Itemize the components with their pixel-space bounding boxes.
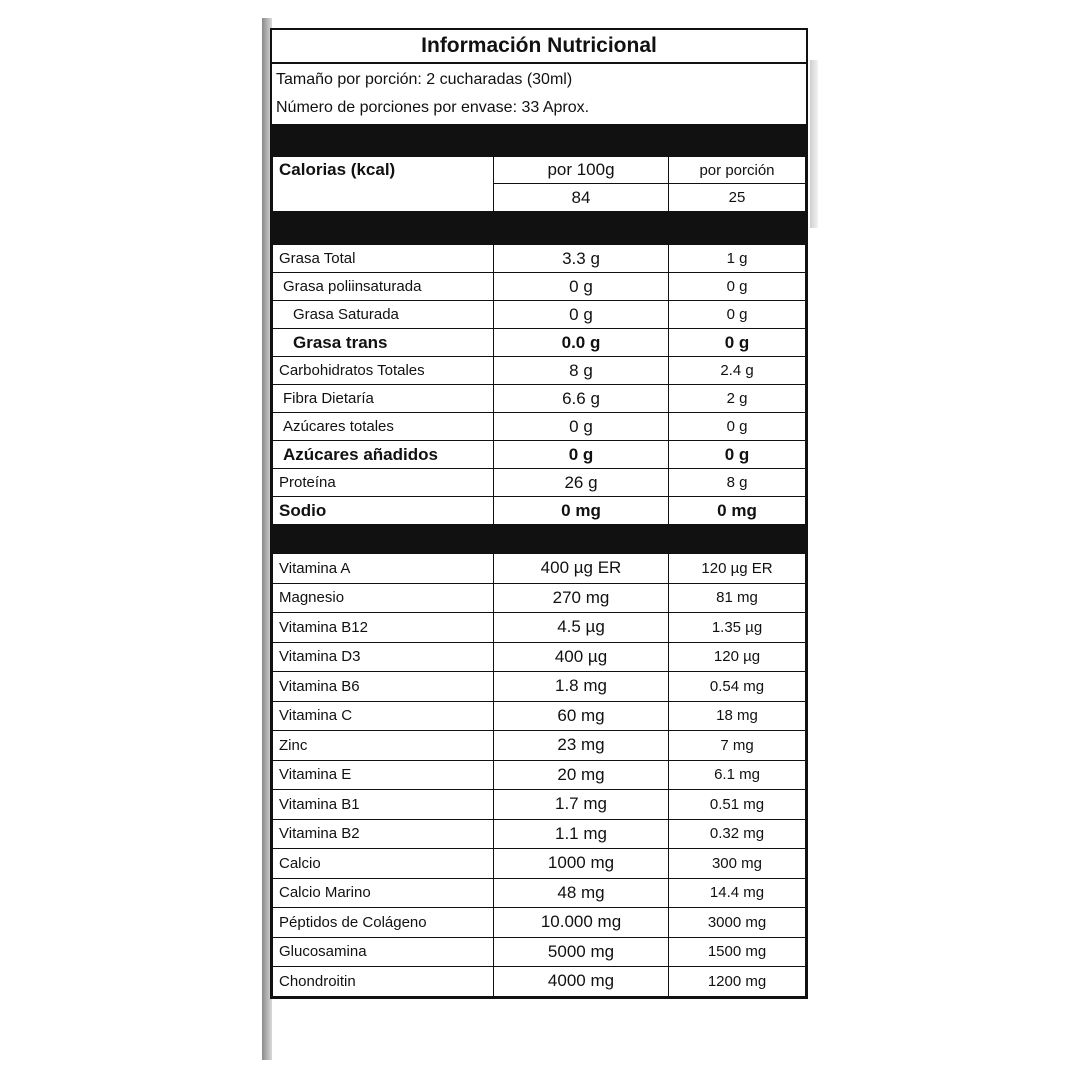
nutrient-name: Calcio Marino (273, 878, 494, 908)
calories-value-portion: 25 (669, 184, 806, 212)
table-row (273, 469, 806, 497)
nutrient-name: Chondroitin (273, 967, 494, 997)
nutrient-name: Grasa Total (273, 245, 494, 273)
table-row (273, 908, 806, 938)
table-row (273, 613, 806, 643)
value-per-100g: 0 g (494, 413, 669, 441)
table-row (273, 849, 806, 879)
table-row (273, 760, 806, 790)
nutrient-name: Vitamina C (273, 701, 494, 731)
table-row (273, 413, 806, 441)
value-per-100g: 8 g (494, 357, 669, 385)
vitamins-table (272, 553, 806, 997)
table-row (273, 701, 806, 731)
value-per-100g: 400 µg ER (494, 554, 669, 584)
table-row (273, 441, 806, 469)
value-per-100g: 4000 mg (494, 967, 669, 997)
value-per-portion: 18 mg (669, 701, 806, 731)
value-per-portion: 8 g (669, 469, 806, 497)
value-per-100g: 48 mg (494, 878, 669, 908)
table-row (273, 937, 806, 967)
table-row (273, 819, 806, 849)
value-per-100g: 0 g (494, 441, 669, 469)
nutrient-name: Péptidos de Colágeno (273, 908, 494, 938)
label-title: Información Nutricional (272, 30, 806, 64)
value-per-100g: 6.6 g (494, 385, 669, 413)
table-row (273, 642, 806, 672)
table-row (273, 583, 806, 613)
nutrient-name: Vitamina B2 (273, 819, 494, 849)
value-per-100g: 1.8 mg (494, 672, 669, 702)
value-per-100g: 1000 mg (494, 849, 669, 879)
value-per-portion: 2.4 g (669, 357, 806, 385)
nutrient-name: Vitamina B1 (273, 790, 494, 820)
value-per-portion: 7 mg (669, 731, 806, 761)
calories-label: Calorias (kcal) (273, 157, 494, 184)
calories-header-row (273, 157, 806, 184)
value-per-portion: 1500 mg (669, 937, 806, 967)
table-row (273, 672, 806, 702)
value-per-portion: 0 g (669, 329, 806, 357)
value-per-100g: 23 mg (494, 731, 669, 761)
value-per-100g: 0.0 g (494, 329, 669, 357)
table-row (273, 497, 806, 525)
bottle-edge-highlight (810, 60, 818, 228)
value-per-portion: 0.32 mg (669, 819, 806, 849)
table-row (273, 878, 806, 908)
value-per-portion: 0 g (669, 413, 806, 441)
value-per-portion: 2 g (669, 385, 806, 413)
table-row (273, 731, 806, 761)
nutrient-name: Vitamina A (273, 554, 494, 584)
value-per-portion: 1.35 µg (669, 613, 806, 643)
value-per-100g: 1.7 mg (494, 790, 669, 820)
divider-bar (272, 525, 806, 553)
nutrient-name: Carbohidratos Totales (273, 357, 494, 385)
col-header-portion: por porción (669, 157, 806, 184)
value-per-portion: 300 mg (669, 849, 806, 879)
value-per-portion: 3000 mg (669, 908, 806, 938)
divider-bar (272, 212, 806, 244)
value-per-100g: 20 mg (494, 760, 669, 790)
value-per-100g: 5000 mg (494, 937, 669, 967)
value-per-100g: 1.1 mg (494, 819, 669, 849)
table-row (273, 245, 806, 273)
value-per-portion: 0 g (669, 301, 806, 329)
value-per-100g: 0 g (494, 273, 669, 301)
nutrient-name: Vitamina B12 (273, 613, 494, 643)
table-row (273, 301, 806, 329)
nutrient-name: Grasa Saturada (273, 301, 494, 329)
nutrient-name: Sodio (273, 497, 494, 525)
value-per-portion: 0 g (669, 441, 806, 469)
nutrient-name: Magnesio (273, 583, 494, 613)
servings-per-container: Número de porciones por envase: 33 Aprox. (276, 99, 590, 116)
value-per-portion: 6.1 mg (669, 760, 806, 790)
macros-table (272, 244, 806, 525)
value-per-portion: 120 µg ER (669, 554, 806, 584)
nutrient-name: Calcio (273, 849, 494, 879)
value-per-100g: 400 µg (494, 642, 669, 672)
value-per-100g: 270 mg (494, 583, 669, 613)
nutrient-name: Grasa trans (273, 329, 494, 357)
nutrient-name: Vitamina E (273, 760, 494, 790)
col-header-100g: por 100g (494, 157, 669, 184)
value-per-portion: 0 g (669, 273, 806, 301)
value-per-100g: 3.3 g (494, 245, 669, 273)
value-per-100g: 10.000 mg (494, 908, 669, 938)
table-row (273, 329, 806, 357)
serving-info (272, 64, 806, 124)
nutrient-name: Grasa poliinsaturada (273, 273, 494, 301)
value-per-100g: 0 mg (494, 497, 669, 525)
table-row (273, 967, 806, 997)
divider-bar (272, 124, 806, 156)
nutrient-name: Vitamina D3 (273, 642, 494, 672)
value-per-100g: 4.5 µg (494, 613, 669, 643)
value-per-portion: 14.4 mg (669, 878, 806, 908)
calories-value-row (273, 184, 806, 212)
calories-value-100g: 84 (494, 184, 669, 212)
table-row (273, 273, 806, 301)
nutrient-name: Azúcares añadidos (273, 441, 494, 469)
serving-size: Tamaño por porción: 2 cucharadas (30ml) (276, 71, 573, 88)
value-per-portion: 81 mg (669, 583, 806, 613)
table-row (273, 554, 806, 584)
value-per-portion: 120 µg (669, 642, 806, 672)
value-per-100g: 0 g (494, 301, 669, 329)
value-per-100g: 26 g (494, 469, 669, 497)
table-row (273, 357, 806, 385)
nutrient-name: Proteína (273, 469, 494, 497)
calories-table (272, 156, 806, 212)
nutrient-name: Fibra Dietaría (273, 385, 494, 413)
nutrition-facts-label (270, 28, 808, 999)
nutrient-name: Vitamina B6 (273, 672, 494, 702)
nutrient-name: Glucosamina (273, 937, 494, 967)
value-per-portion: 1 g (669, 245, 806, 273)
value-per-portion: 0.51 mg (669, 790, 806, 820)
nutrient-name: Zinc (273, 731, 494, 761)
table-row (273, 790, 806, 820)
calories-label-spacer (273, 184, 494, 212)
value-per-portion: 1200 mg (669, 967, 806, 997)
value-per-100g: 60 mg (494, 701, 669, 731)
value-per-portion: 0 mg (669, 497, 806, 525)
value-per-portion: 0.54 mg (669, 672, 806, 702)
table-row (273, 385, 806, 413)
nutrient-name: Azúcares totales (273, 413, 494, 441)
